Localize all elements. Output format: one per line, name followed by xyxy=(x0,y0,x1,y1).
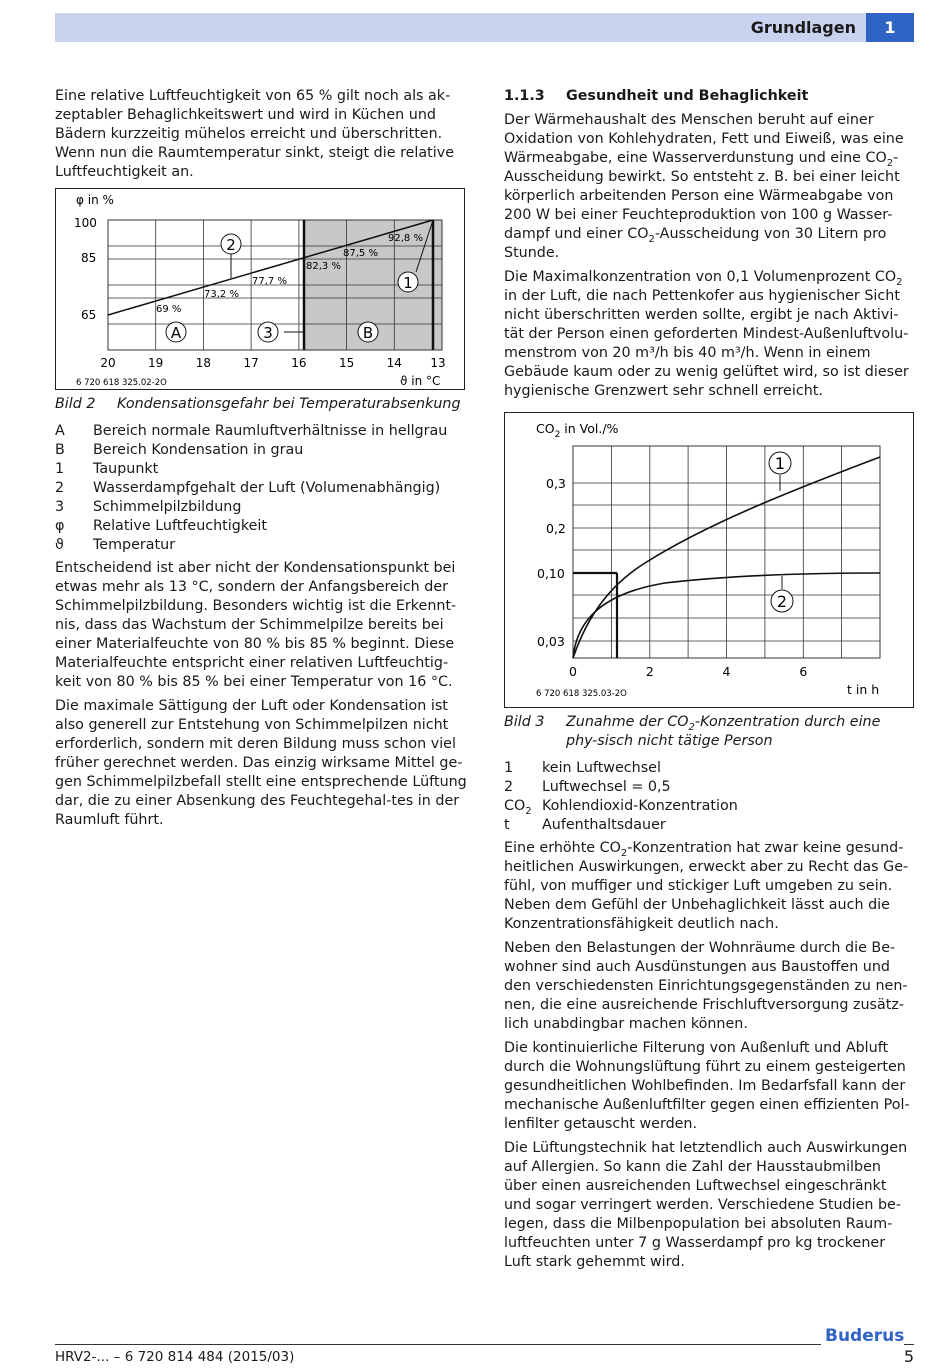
legend-row xyxy=(504,759,916,778)
section-title: Grundlagen xyxy=(750,18,856,37)
legend-text: Wasserdampfgehalt der Luft (Volumenabhängig) xyxy=(93,480,441,496)
page-number: 5 xyxy=(903,1347,914,1366)
section-heading xyxy=(504,87,916,106)
subscript: 2 xyxy=(620,847,628,859)
x-tick: 16 xyxy=(291,356,307,370)
humidity-chart xyxy=(56,189,464,389)
legend-text: Schimmelpilzbildung xyxy=(93,499,242,515)
x-tick: 4 xyxy=(722,664,731,679)
legend-text: Luftwechsel = 0,5 xyxy=(542,779,671,795)
y-tick: 0,10 xyxy=(537,566,565,581)
legend-row xyxy=(55,422,467,441)
legend-text: Kohlendioxid-Konzentration xyxy=(542,798,738,814)
text-run: Die Maximalkonzentration von 0,1 Volumenprozent CO xyxy=(504,269,897,285)
y-axis-label-text: CO xyxy=(536,421,555,436)
figure-code: 6 720 618 325.02-2O xyxy=(76,378,167,388)
marker-1: 1 xyxy=(403,274,413,292)
section-number: 1.1.3 xyxy=(504,88,545,104)
paragraph: Eine relative Luftfeuchtigkeit von 65 % gilt noch als ak-zeptabler Behaglichkeitswert und wird in Küchen und Bädern kurzzeitig mühelos erreicht und überschritten. Wenn nun die Raumtemperatur sinkt, steigt die relative Luftfeuchtigkeit an. xyxy=(55,88,454,180)
text-run: -Ausscheidung bewirkt. So entsteht z. B. bei einer leicht körperlich arbeitenden Person eine Wärmeabgabe von 200 W bei einer Feuchteproduktion von 100 g Wasser-dampf und einer CO xyxy=(504,150,900,242)
marker-1: 1 xyxy=(774,454,786,473)
caption-text: Kondensationsgefahr bei Temperaturabsenkung xyxy=(117,396,461,412)
point-label: 82,3 % xyxy=(306,261,341,272)
caption-label: Bild 2 xyxy=(55,396,96,412)
figure-legend xyxy=(504,759,916,835)
figure-caption xyxy=(55,395,467,414)
text-run: Der Wärmehaushalt des Menschen beruht auf einer Oxidation von Kohlehydraten, Fett und Eiweiß, was eine Wärmeabgabe, eine Wasserverdunstung und eine CO xyxy=(504,112,904,166)
legend-key: B xyxy=(55,442,65,458)
subscript: 2 xyxy=(554,430,561,440)
paragraph: Die kontinuierliche Filterung von Außenluft und Abluft durch die Wohnungslüftung führt zu einem gesteigerten gesundheitlichen Wohlbefinden. Im Bedarfsfall kann der mechanische Außenluftfilter gegen einen effizienten Pol-lenfilter getauscht werden. xyxy=(504,1040,910,1132)
legend-row xyxy=(504,816,916,835)
legend-text: Temperatur xyxy=(93,537,176,553)
subscript: 2 xyxy=(688,721,695,733)
legend-key: 2 xyxy=(504,779,514,795)
subscript: 2 xyxy=(648,233,655,245)
y-axis-label: φ in % xyxy=(76,193,114,207)
legend-row xyxy=(504,778,916,797)
y-tick: 0,03 xyxy=(537,634,565,649)
paragraph xyxy=(504,268,916,401)
marker-3: 3 xyxy=(263,324,273,342)
legend-row xyxy=(55,517,467,536)
paragraph: Die Lüftungstechnik hat letztendlich auch Auswirkungen auf Allergien. So kann die Zahl der Hausstaubmilben über einen ausreichenden Luftwechsel eingeschränkt und sogar verringert werden. Verschiedene Studien be-legen, dass die Milbenpopulation bei absoluten Raum-luftfeuchten unter 7 g Wasserdampf pro kg trockener Luft stark gehemmt wird. xyxy=(504,1140,908,1270)
legend-key: 2 xyxy=(55,480,65,496)
x-tick: 20 xyxy=(100,356,116,370)
caption-label: Bild 3 xyxy=(504,714,545,730)
legend-row xyxy=(55,498,467,517)
y-tick: 85 xyxy=(81,251,97,265)
y-axis-label xyxy=(536,421,619,440)
legend-key: φ xyxy=(55,518,65,534)
legend-text: Aufenthaltsdauer xyxy=(542,817,666,833)
text-run: in der Luft, die nach Pettenkofer aus hygienischer Sicht nicht überschritten werden sollte, ergibt je nach Aktivi-tät der Person einen geforderten Mindest-Außenluftvolu-menstrom von 20 m³/h bis 40 m³/h. Wenn in einem Gebäude kaum oder zu wenig gelüftet wird, so ist dieser hygienische Grenzwert sehr schnell erreicht. xyxy=(504,288,909,399)
left-column xyxy=(55,87,467,835)
grid-lines xyxy=(573,446,880,658)
marker-a: A xyxy=(170,324,182,342)
text-run: -Konzentration hat zwar keine gesund-heitlichen Auswirkungen, erweckt aber zu Recht das Ge-fühl, von muffiger und stickiger Luft umgeben zu sein. Neben dem Gefühl der Unbehaglichkeit lässt auch die Konzentrationsfähigkeit deutlich nach. xyxy=(504,840,909,932)
y-tick: 0,3 xyxy=(546,476,566,491)
point-label: 87,5 % xyxy=(343,248,378,259)
x-tick: 0 xyxy=(569,664,577,679)
section-heading-text: Gesundheit und Behaglichkeit xyxy=(566,88,809,104)
paragraph xyxy=(504,839,916,934)
y-tick: 65 xyxy=(81,308,97,322)
point-label: 73,2 % xyxy=(204,289,239,300)
figure-code: 6 720 618 325.03-2O xyxy=(536,689,627,699)
footer-divider xyxy=(55,1344,914,1345)
co2-chart xyxy=(505,413,913,707)
humidity-figure xyxy=(55,188,465,390)
legend-key: A xyxy=(55,423,65,439)
subscript: 2 xyxy=(886,157,894,169)
co2-figure xyxy=(504,412,914,708)
figure-legend xyxy=(55,422,467,555)
document-id: HRV2-... – 6 720 814 484 (2015/03) xyxy=(55,1349,295,1365)
text-run: -Ausscheidung von 30 Litern pro Stunde. xyxy=(504,226,887,261)
y-axis-label-text: in Vol./% xyxy=(560,421,619,436)
x-tick: 18 xyxy=(195,356,212,370)
marker-b: B xyxy=(362,324,374,342)
legend-text: Taupunkt xyxy=(93,461,159,477)
text-run: Eine erhöhte CO xyxy=(504,840,621,856)
legend-key: ϑ xyxy=(55,537,64,553)
figure-caption xyxy=(504,713,916,751)
legend-text: Bereich Kondensation in grau xyxy=(93,442,304,458)
legend-key: t xyxy=(504,817,510,833)
legend-row xyxy=(55,536,467,555)
chapter-number: 1 xyxy=(866,13,914,42)
point-label: 77,7 % xyxy=(252,276,287,287)
legend-key: 1 xyxy=(55,461,65,477)
legend-row xyxy=(55,479,467,498)
x-tick: 15 xyxy=(338,356,355,370)
paragraph: Neben den Belastungen der Wohnräume durch die Be-wohner sind auch Ausdünstungen aus Baustoffen und den verschiedensten Einrichtungsgegenständen zu nen-nen, die eine ausreichende Frischluftversorgung zusätz-lich unabdingbar machen können. xyxy=(504,940,908,1032)
legend-row xyxy=(55,460,467,479)
right-column xyxy=(504,87,916,1277)
paragraph: Entscheidend ist aber nicht der Kondensationspunkt bei etwas mehr als 13 °C, sondern der Anfangsbereich der Schimmelpilzbildung. Besonders wichtig ist die Erkennt-nis, dass das Wachstum der Schimmelpilze bereits bei einer Materialfeuchte von 80 % bis 85 % beginnt. Diese Materialfeuchte entspricht einer relativen Luftfeuchtig-keit von 80 % bis 85 % bei einer Temperatur von 16 °C. xyxy=(55,560,457,690)
legend-row xyxy=(504,797,916,816)
y-tick: 0,2 xyxy=(546,521,566,536)
y-tick: 100 xyxy=(74,216,97,230)
paragraph xyxy=(504,111,916,263)
legend-text: kein Luftwechsel xyxy=(542,760,661,776)
marker-2: 2 xyxy=(776,592,788,611)
marker-2: 2 xyxy=(226,236,236,254)
x-tick: 17 xyxy=(243,356,259,370)
subscript: 2 xyxy=(896,276,903,288)
x-tick: 2 xyxy=(645,664,654,679)
brand-logo: Buderus xyxy=(821,1326,904,1346)
x-tick: 19 xyxy=(148,356,164,370)
paragraph: Die maximale Sättigung der Luft oder Kondensation ist also generell zur Entstehung von Schimmelpilzen nicht erforderlich, sondern mit deren Bildung muss schon viel früher gerechnet werden. Das einzig wirksame Mittel ge-gen Schimmelpilzbefall stellt eine entsprechende Lüftung dar, die zu einer Absenkung des Feuchtegehal-tes in der Raumluft führt. xyxy=(55,698,467,828)
x-axis-label: ϑ in °C xyxy=(400,374,441,388)
x-tick: 13 xyxy=(430,356,446,370)
legend-key: 3 xyxy=(55,499,65,515)
x-tick: 14 xyxy=(386,356,402,370)
legend-text: Relative Luftfeuchtigkeit xyxy=(93,518,267,534)
text-run: -Konzentration durch eine phy-sisch nicht tätige Person xyxy=(566,714,881,749)
legend-key: 1 xyxy=(504,760,514,776)
legend-row xyxy=(55,441,467,460)
x-axis-label: t in h xyxy=(847,682,880,697)
legend-text: Bereich normale Raumluftverhältnisse in hellgrau xyxy=(93,423,448,439)
point-label: 92,8 % xyxy=(388,233,423,244)
x-tick: 6 xyxy=(799,664,808,679)
text-run: Zunahme der CO xyxy=(566,714,689,730)
caption-text xyxy=(566,713,916,751)
page-header xyxy=(55,13,914,42)
legend-key: $CO_2$ xyxy=(504,798,532,817)
point-label: 69 % xyxy=(156,304,182,315)
